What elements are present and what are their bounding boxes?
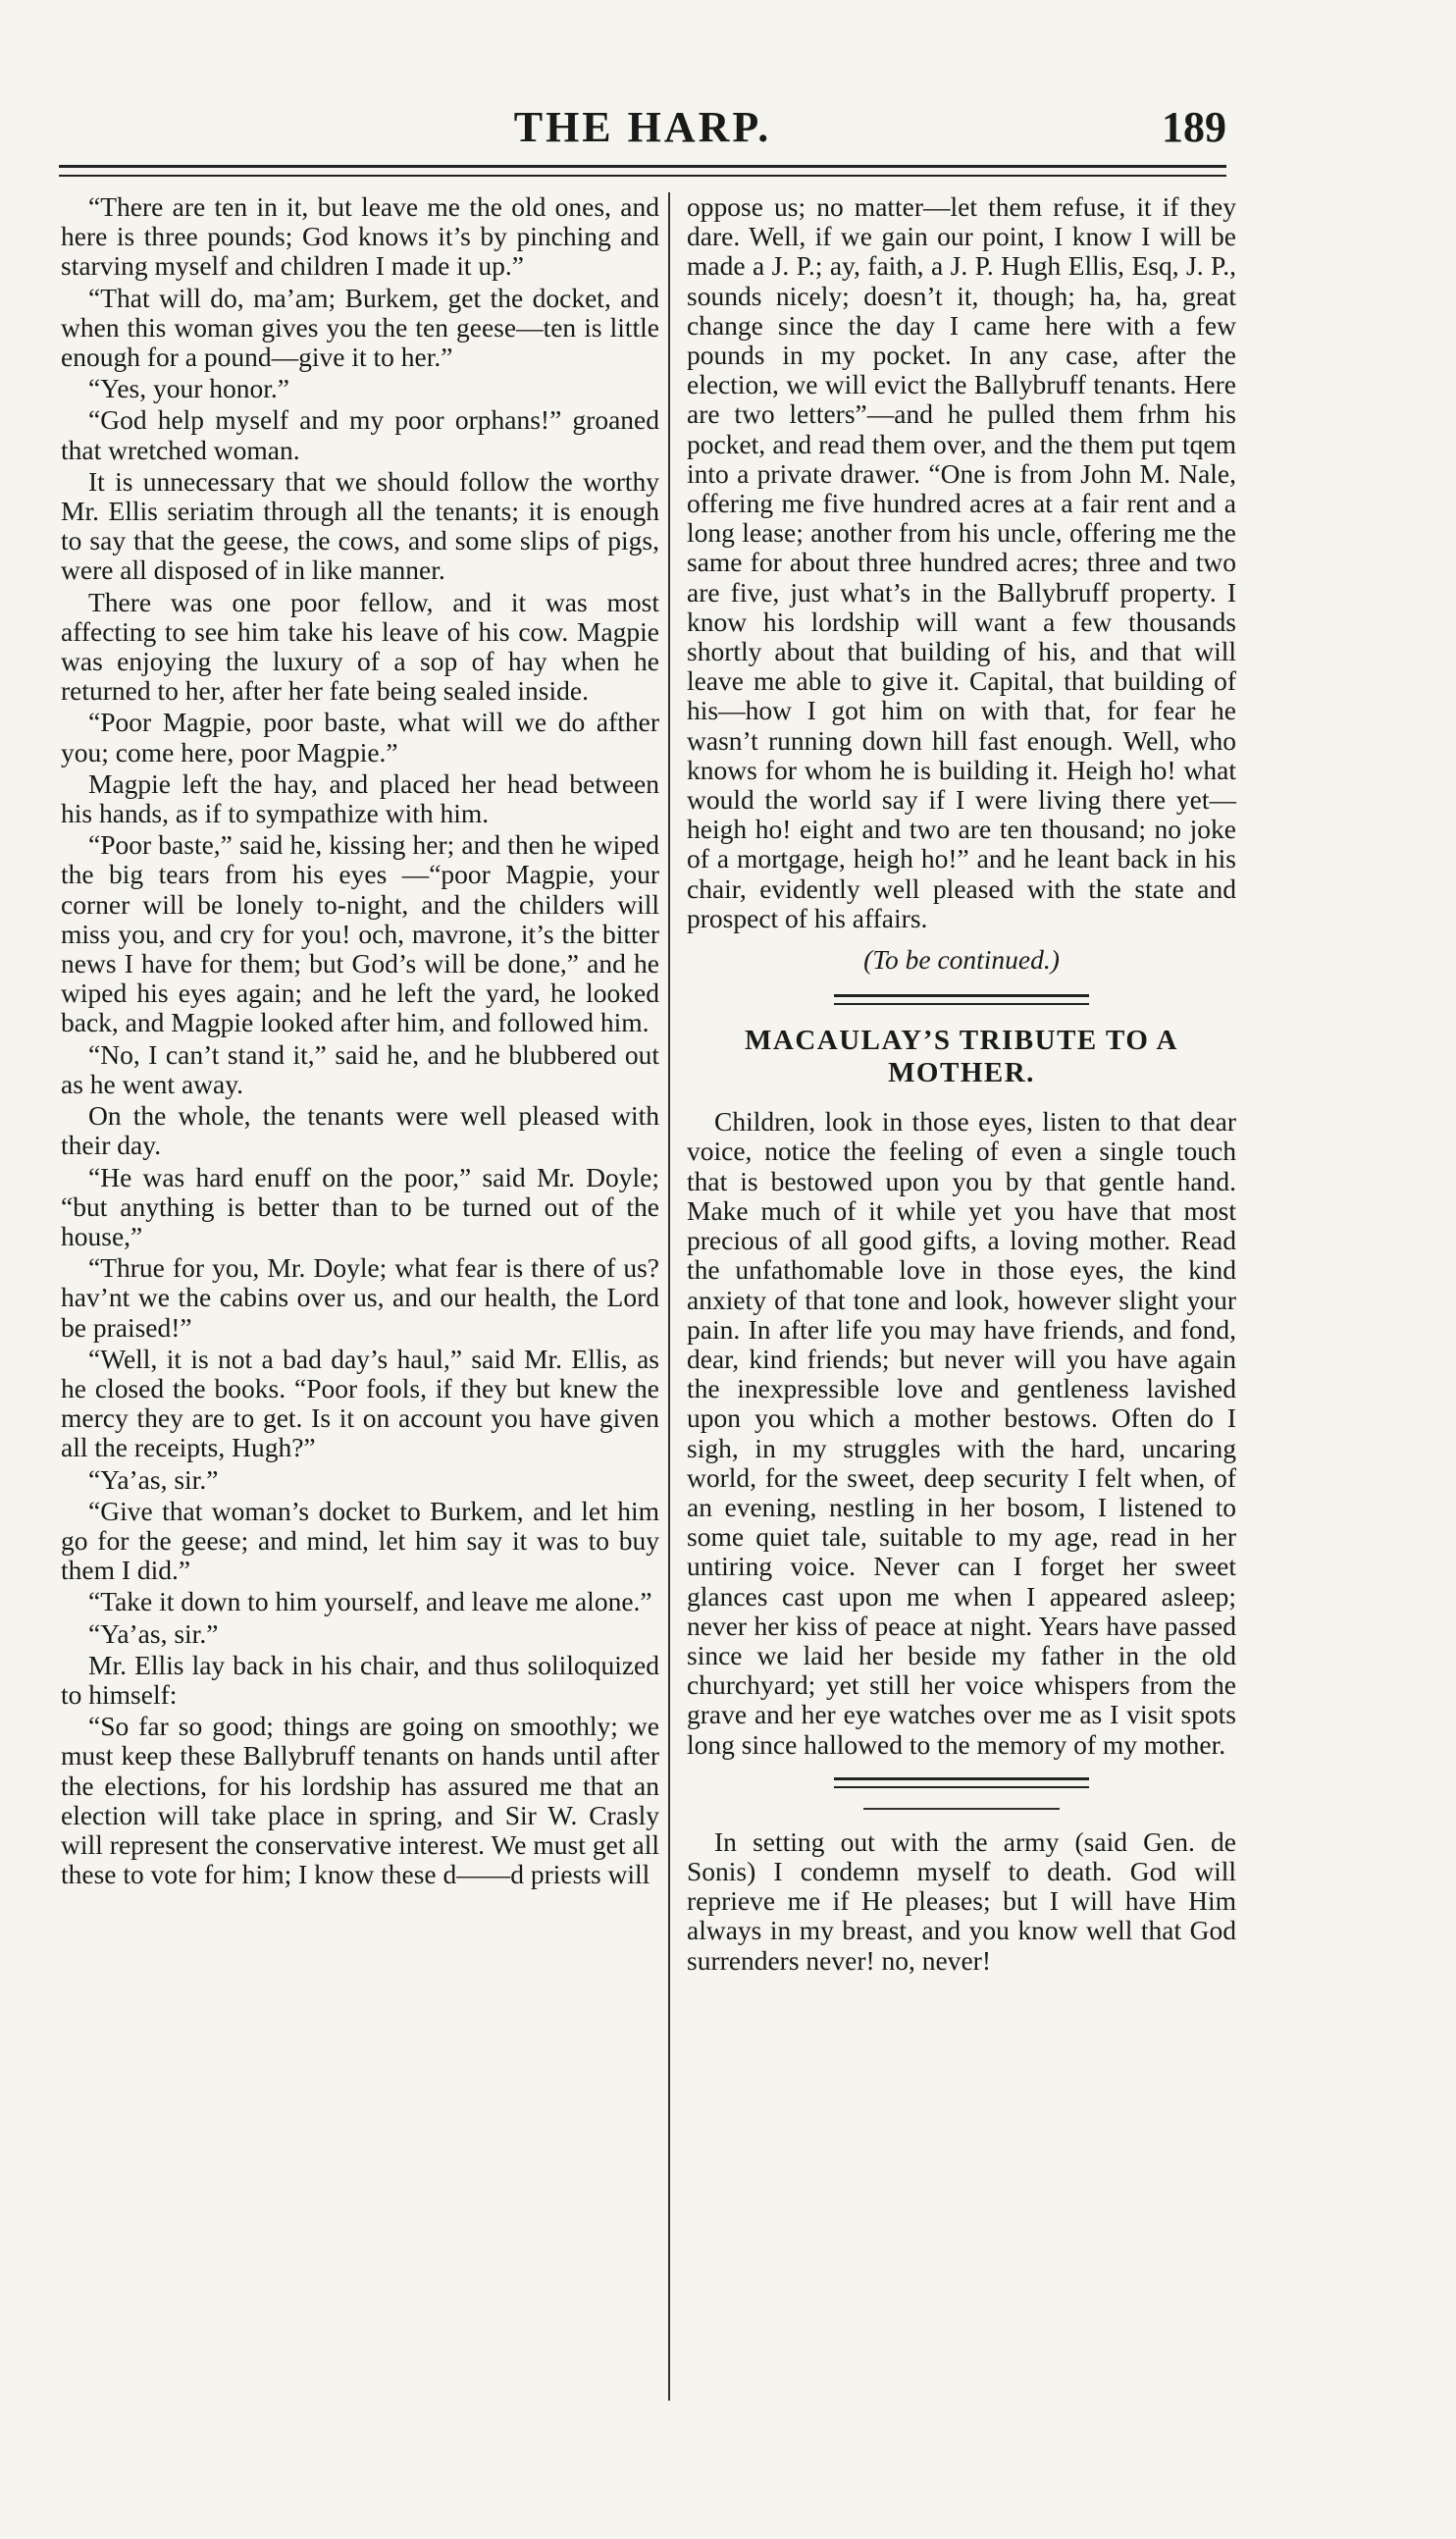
section-rule: [834, 1777, 1089, 1788]
paragraph: oppose us; no matter—let them refuse, it if they dare. Well, if we gain our point, I know I will be made a J. P.; ay, faith, a J. P. Hugh Ellis, Esq, J. P., sounds nicely; doesn’t it, though; ha, ha, great change since the day I came here with a few pounds in my pocket. In any case, after the election, we will evict the Ballybruff tenants. Here are two letters”—and he pulled them frhm his pocket, and read them over, and the them put tqem into a private drawer. “One is from John M. Nale, offering me five hundred acres at a fair rent and a long lease; another from his uncle, offering me the same for about three hundred acres; three and two are five, just what’s in the Ballybruff property. I know his lordship will want a few thousands shortly about that building of his, and that will leave me able to give it. Capital, that building of his—how I got him on with that, for fear he wasn’t running down hill fast enough. Well, who knows for whom he is building it. Heigh ho! what would the world say if I were living there yet—heigh ho! eight and two are ten thousand; no joke of a mortgage, heigh ho!” and he leant back in his chair, evidently well pleased with the state and prospect of his affairs.: [687, 191, 1236, 933]
header-rule: [59, 165, 1226, 177]
paragraph: “That will do, ma’am; Burkem, get the docket, and when this woman gives you the ten geese—ten is little enough for a pound—give it to her.”: [61, 282, 659, 373]
column-divider: [668, 192, 670, 2401]
paragraph: Magpie left the hay, and placed her head between his hands, as if to sympathize with him.: [61, 767, 659, 829]
paragraph: “Give that woman’s docket to Burkem, and let him go for the geese; and mind, let him say it was to buy them I did.”: [61, 1495, 659, 1586]
running-head: [59, 102, 1226, 161]
paragraph: “Ya’as, sir.”: [88, 1463, 219, 1495]
paragraph: “Poor baste,” said he, kissing her; and then he wiped the big tears from his eyes —“poor Magpie, your corner will be lonely to-night, and the childers will miss you, and cry for you! och, mavrone, it’s the bitter news I have for them; but God’s will be done,” and he wiped his eyes again; and he left the yard, he looked back, and Magpie looked after him, and followed him.: [61, 829, 659, 1038]
paragraph: “Well, it is not a bad day’s haul,” said Mr. Ellis, as he closed the books. “Poor fools, if they but knew the mercy they are to get. Is it on account you have given all the receipts, Hugh?”: [61, 1343, 659, 1463]
paragraph: It is unnecessary that we should follow the worthy Mr. Ellis seriatim through all the tenants; it is enough to say that the geese, the cows, and some slips of pigs, were all disposed of in like manner.: [61, 465, 659, 586]
paragraph: “He was hard enuff on the poor,” said Mr. Doyle; “but anything is better than to be turned out of the house,”: [61, 1161, 659, 1251]
left-column: [61, 192, 659, 1891]
article-paragraph: Children, look in those eyes, listen to that dear voice, notice the feeling of even a single touch that is bestowed upon you by that gentle hand. Make much of it while yet you have that most precious of all good gifts, a loving mother. Read the unfathomable love in those eyes, the kind anxiety of that tone and look, however slight your pain. In after life you may have friends, and fond, dear, kind friends; but never will you have again the inexpressible love and gentleness lavished upon you which a mother bestows. Often do I sigh, in my struggles with the hard, uncaring world, for the sweet, deep security I felt when, of an evening, nestling in her bosom, I listened to some quiet tale, suitable to my age, read in her untiring voice. Never can I forget her sweet glances cast upon me when I appeared asleep; never her kiss of peace at night. Years have passed since we laid her beside my father in the old churchyard; yet still her voice whispers from the grave and her eye watches over me as I visit spots long since hallowed to the memory of my mother.: [687, 1106, 1236, 1760]
page-number: 189: [1162, 103, 1226, 151]
paragraph: On the whole, the tenants were well pleased with their day.: [61, 1100, 659, 1161]
paragraph: “There are ten in it, but leave me the old ones, and here is three pounds; God knows it’s by pinching and starving myself and children I made it up.”: [61, 191, 659, 282]
article-title: MACAULAY’S TRIBUTE TO A MOTHER.: [745, 1025, 1178, 1089]
paragraph: “Take it down to him yourself, and leave me alone.”: [88, 1586, 652, 1617]
paragraph: “Thrue for you, Mr. Doyle; what fear is there of us? hav’nt we the cabins over us, and our health, the Lord be praised!”: [61, 1252, 659, 1343]
paragraph: “Poor Magpie, poor baste, what will we do afther you; come here, poor Magpie.”: [61, 707, 659, 767]
to-be-continued: (To be continued.): [863, 944, 1060, 976]
paragraph: “No, I can’t stand it,” said he, and he blubbered out as he went away.: [61, 1038, 659, 1099]
anecdote-paragraph: In setting out with the army (said Gen. de Sonis) I condemn myself to death. God will reprieve me if He pleases; but I will have Him always in my breast, and you know well that God surrenders never! no, never!: [687, 1825, 1236, 1976]
paragraph: “God help myself and my poor orphans!” groaned that wretched woman.: [61, 404, 659, 465]
section-rule: [834, 994, 1089, 1005]
paragraph: “Ya’as, sir.”: [88, 1617, 219, 1649]
running-title: THE HARP.: [513, 103, 772, 151]
paragraph: “So far so good; things are going on smoothly; we must keep these Ballybruff tenants on hands until after the elections, for his lordship has assured me that an election will take place in spring, and Sir W. Crasly will represent the conservative interest. We must get all these to vote for him; I know these d——d priests will: [61, 1711, 659, 1890]
section-rule-thin: [863, 1808, 1060, 1810]
paragraph: “Yes, your honor.”: [88, 373, 289, 404]
paragraph: There was one poor fellow, and it was most affecting to see him take his leave of his cow. Magpie was enjoying the luxury of a sop of hay when he returned to her, after her fate being sealed inside.: [61, 586, 659, 707]
paragraph: Mr. Ellis lay back in his chair, and thus soliloquized to himself:: [61, 1649, 659, 1710]
right-column: [687, 192, 1236, 1978]
